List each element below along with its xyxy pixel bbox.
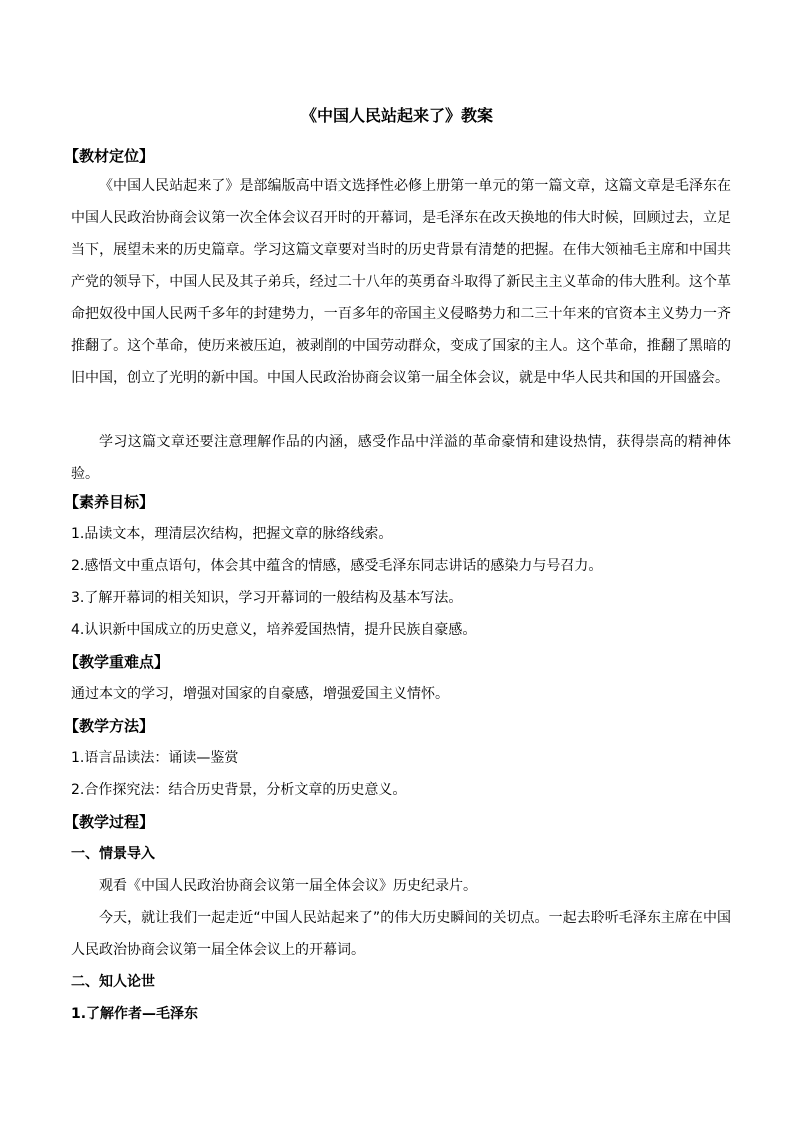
paragraph-positioning-2: 学习这篇文章还要注意理解作品的内涵，感受作品中洋溢的革命豪情和建设热情，获得崇高的精神体验。 <box>71 434 731 482</box>
keypoints-text: 通过本文的学习，增强对国家的自豪感，增强爱国主义情怀。 <box>71 686 449 702</box>
process-step1-paragraph-1: 观看《中国人民政治协商会议第一届全体会议》历史纪录片。 <box>99 878 477 894</box>
heading-process: 【教学过程】 <box>64 813 155 831</box>
heading-positioning: 【教材定位】 <box>64 147 155 165</box>
process-step1-paragraph-2: 今天，就让我们一起走近“中国人民站起来了”的伟大历史瞬间的关切点。一起去聆听毛泽东主席在中国人民政治协商会议第一届全体会议上的开幕词。 <box>71 910 731 958</box>
method-item-2: 2.合作探究法：结合历史背景，分析文章的历史意义。 <box>71 782 407 798</box>
goal-item-4: 4.认识新中国成立的历史意义，培养爱国热情，提升民族自豪感。 <box>71 622 477 638</box>
process-step1-heading: 一、情景导入 <box>71 846 155 862</box>
document-title: 《中国人民站起来了》教案 <box>300 106 493 125</box>
goal-item-2: 2.感悟文中重点语句，体会其中蕴含的情感，感受毛泽东同志讲话的感染力与号召力。 <box>71 558 603 574</box>
heading-keypoints: 【教学重难点】 <box>64 653 170 671</box>
heading-goals: 【素养目标】 <box>64 493 155 511</box>
process-step2-heading: 二、知人论世 <box>71 974 155 990</box>
goal-item-3: 3.了解开幕词的相关知识，学习开幕词的一般结构及基本写法。 <box>71 590 463 606</box>
process-step2-subheading: 1.了解作者—毛泽东 <box>71 1006 199 1022</box>
goal-item-1: 1.品读文本，理清层次结构，把握文章的脉络线索。 <box>71 526 393 542</box>
heading-methods: 【教学方法】 <box>64 717 155 735</box>
paragraph-positioning-1: 《中国人民站起来了》是部编版高中语文选择性必修上册第一单元的第一篇文章，这篇文章是毛泽东在中国人民政治协商会议第一次全体会议召开时的开幕词，是毛泽东在改天换地的伟大时候，回顾过去，立足当下，展望未来的历史篇章。学习这篇文章要对当时的历史背景有清楚的把握。在伟大领袖毛主席和中国共产党的领导下，中国人民及其子弟兵，经过二十八年的英勇奋斗取得了新民主主义革命的伟大胜利。这个革命把奴役中国人民两千多年的封建势力，一百多年的帝国主义侵略势力和二三十年来的官资本主义势力一齐推翻了。这个革命，使历来被压迫，被剥削的中国劳动群众，变成了国家的主人。这个革命，推翻了黑暗的旧中国，创立了光明的新中国。中国人民政治协商会议第一届全体会议，就是中华人民共和国的开国盛会。 <box>71 178 731 386</box>
method-item-1: 1.语言品读法：诵读—鉴赏 <box>71 750 239 766</box>
